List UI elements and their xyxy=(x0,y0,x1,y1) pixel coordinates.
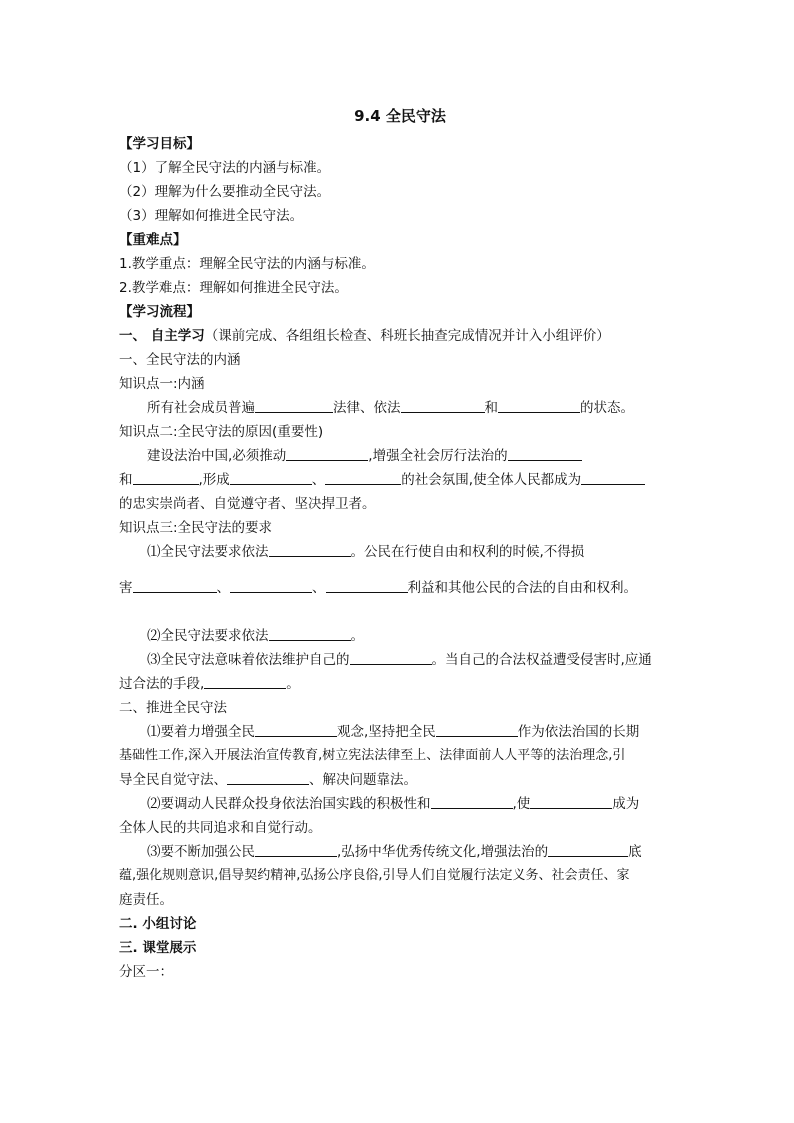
section2-p2-line2: 全体人民的共同追求和自觉行动。 xyxy=(119,820,322,836)
text-fragment: 。当自己的合法权益遭受侵害时,应通 xyxy=(431,652,652,668)
section1-heading-row xyxy=(119,324,681,348)
goal-item: （3）理解如何推进全民守法。 xyxy=(119,208,304,224)
keypoint-item: 1.教学重点：理解全民守法的内涵与标准。 xyxy=(119,256,375,272)
fill-blank[interactable] xyxy=(401,396,485,413)
fill-blank[interactable] xyxy=(431,792,513,809)
text-fragment: 所有社会成员普遍 xyxy=(147,400,255,416)
section2-p1-line2: 基础性工作,深入开展法治宣传教育,树立宪法法律至上、法律面前人人平等的法治理念,引 xyxy=(119,748,626,763)
section1-heading: 一、 自主学习 xyxy=(119,328,205,344)
section2-p1-line1 xyxy=(119,720,681,744)
text-fragment: 和 xyxy=(119,472,133,488)
text-fragment: ,形成 xyxy=(198,472,230,488)
knowledge1-title: 知识点一:内涵 xyxy=(119,376,205,392)
fill-blank[interactable] xyxy=(530,792,612,809)
section2-p3-line3: 庭责任。 xyxy=(119,892,173,908)
text-fragment: 。 xyxy=(350,628,364,644)
section1-note: （课前完成、各组组长检查、科班长抽查完成情况并计入小组评价） xyxy=(204,328,610,344)
keypoints-header: 【重难点】 xyxy=(119,232,187,248)
fill-blank[interactable] xyxy=(350,648,432,665)
text-fragment: 观念,坚持把全民 xyxy=(337,724,436,740)
text-fragment: 导全民自觉守法、 xyxy=(119,772,227,788)
knowledge3-item1-line1 xyxy=(119,540,681,564)
text-fragment: 底 xyxy=(628,844,642,860)
text-fragment: 。 xyxy=(286,676,300,692)
knowledge1-line xyxy=(119,396,681,420)
document-content xyxy=(119,104,681,984)
text-fragment: 和 xyxy=(484,400,498,416)
text-fragment: 、 xyxy=(311,472,326,488)
fill-blank[interactable] xyxy=(325,468,401,485)
fill-blank[interactable] xyxy=(498,396,580,413)
section1-subheading: 一、全民守法的内涵 xyxy=(119,352,241,368)
goal-item: （2）理解为什么要推动全民守法。 xyxy=(119,184,331,200)
fill-blank[interactable] xyxy=(255,396,333,413)
text-fragment: 的状态。 xyxy=(580,400,634,416)
fill-blank[interactable] xyxy=(326,576,408,593)
goals-header: 【学习目标】 xyxy=(119,136,200,152)
text-fragment: 成为 xyxy=(612,796,640,812)
text-fragment: ⑴全民守法要求依法 xyxy=(147,544,269,560)
knowledge2-line2 xyxy=(119,468,681,492)
fill-blank[interactable] xyxy=(227,768,309,785)
text-fragment: ⑶全民守法意味着依法维护自己的 xyxy=(147,652,350,668)
section2-heading: 二、推进全民守法 xyxy=(119,700,227,716)
text-fragment: 法律、依法 xyxy=(333,400,401,416)
goal-item: （1）了解全民守法的内涵与标准。 xyxy=(119,160,331,176)
text-fragment: 的社会氛围,使全体人民都成为 xyxy=(401,472,582,488)
fill-blank[interactable] xyxy=(230,468,312,485)
knowledge3-item2 xyxy=(119,624,681,648)
page-title: 9.4 全民守法 xyxy=(354,107,446,125)
fill-blank[interactable] xyxy=(255,840,337,857)
text-fragment: 、 xyxy=(312,580,326,596)
fill-blank[interactable] xyxy=(581,468,645,485)
knowledge2-line3: 的忠实崇尚者、自觉遵守者、坚决捍卫者。 xyxy=(119,496,376,512)
fill-blank[interactable] xyxy=(508,444,582,461)
text-fragment: ⑵全民守法要求依法 xyxy=(147,628,269,644)
fill-blank[interactable] xyxy=(548,840,628,857)
text-fragment: 、解决问题靠法。 xyxy=(309,772,417,788)
text-fragment: ⑶要不断加强公民 xyxy=(147,844,255,860)
zone1-label: 分区一： xyxy=(119,964,173,980)
text-fragment: ,弘扬中华优秀传统文化,增强法治的 xyxy=(337,844,549,860)
fill-blank[interactable] xyxy=(286,444,368,461)
process-header: 【学习流程】 xyxy=(119,304,200,320)
fill-blank[interactable] xyxy=(133,576,217,593)
section2-p3-line1 xyxy=(119,840,681,864)
text-fragment: 过合法的手段, xyxy=(119,676,205,692)
fill-blank[interactable] xyxy=(255,720,337,737)
text-fragment: 害 xyxy=(119,580,133,596)
knowledge2-title: 知识点二:全民守法的原因(重要性) xyxy=(119,424,324,440)
knowledge3-item3-line1 xyxy=(119,648,681,672)
text-fragment: ⑴要着力增强全民 xyxy=(147,724,255,740)
knowledge3-item3-line2 xyxy=(119,672,681,696)
fill-blank[interactable] xyxy=(269,540,351,557)
section2-p1-line3 xyxy=(119,768,681,792)
knowledge3-title: 知识点三:全民守法的要求 xyxy=(119,520,273,536)
text-fragment: 作为依法治国的长期 xyxy=(517,724,640,740)
fill-blank[interactable] xyxy=(133,468,199,485)
fill-blank[interactable] xyxy=(204,672,286,689)
section2-p2-line1 xyxy=(119,792,681,816)
text-fragment: 、 xyxy=(216,580,230,596)
text-fragment: ⑵要调动人民群众投身依法治国实践的积极性和 xyxy=(147,796,431,812)
text-fragment: 利益和其他公民的合法的自由和权利。 xyxy=(407,580,637,596)
section3-heading: 二. 小组讨论 xyxy=(119,916,197,932)
section2-p3-line2: 蕴,强化规则意识,倡导契约精神,弘扬公序良俗,引导人们自觉履行法定义务、社会责任、家 xyxy=(119,868,630,883)
knowledge3-item1-line2 xyxy=(119,576,681,600)
fill-blank[interactable] xyxy=(436,720,518,737)
fill-blank[interactable] xyxy=(269,624,351,641)
text-fragment: ,使 xyxy=(512,796,531,812)
text-fragment: ,增强全社会厉行法治的 xyxy=(368,448,508,464)
fill-blank[interactable] xyxy=(230,576,312,593)
text-fragment: 。公民在行使自由和权利的时候,不得损 xyxy=(350,544,585,560)
knowledge2-line1 xyxy=(119,444,681,468)
text-fragment: 建设法治中国,必须推动 xyxy=(147,448,287,464)
section4-heading: 三. 课堂展示 xyxy=(119,940,197,956)
keypoint-item: 2.教学难点：理解如何推进全民守法。 xyxy=(119,280,348,296)
